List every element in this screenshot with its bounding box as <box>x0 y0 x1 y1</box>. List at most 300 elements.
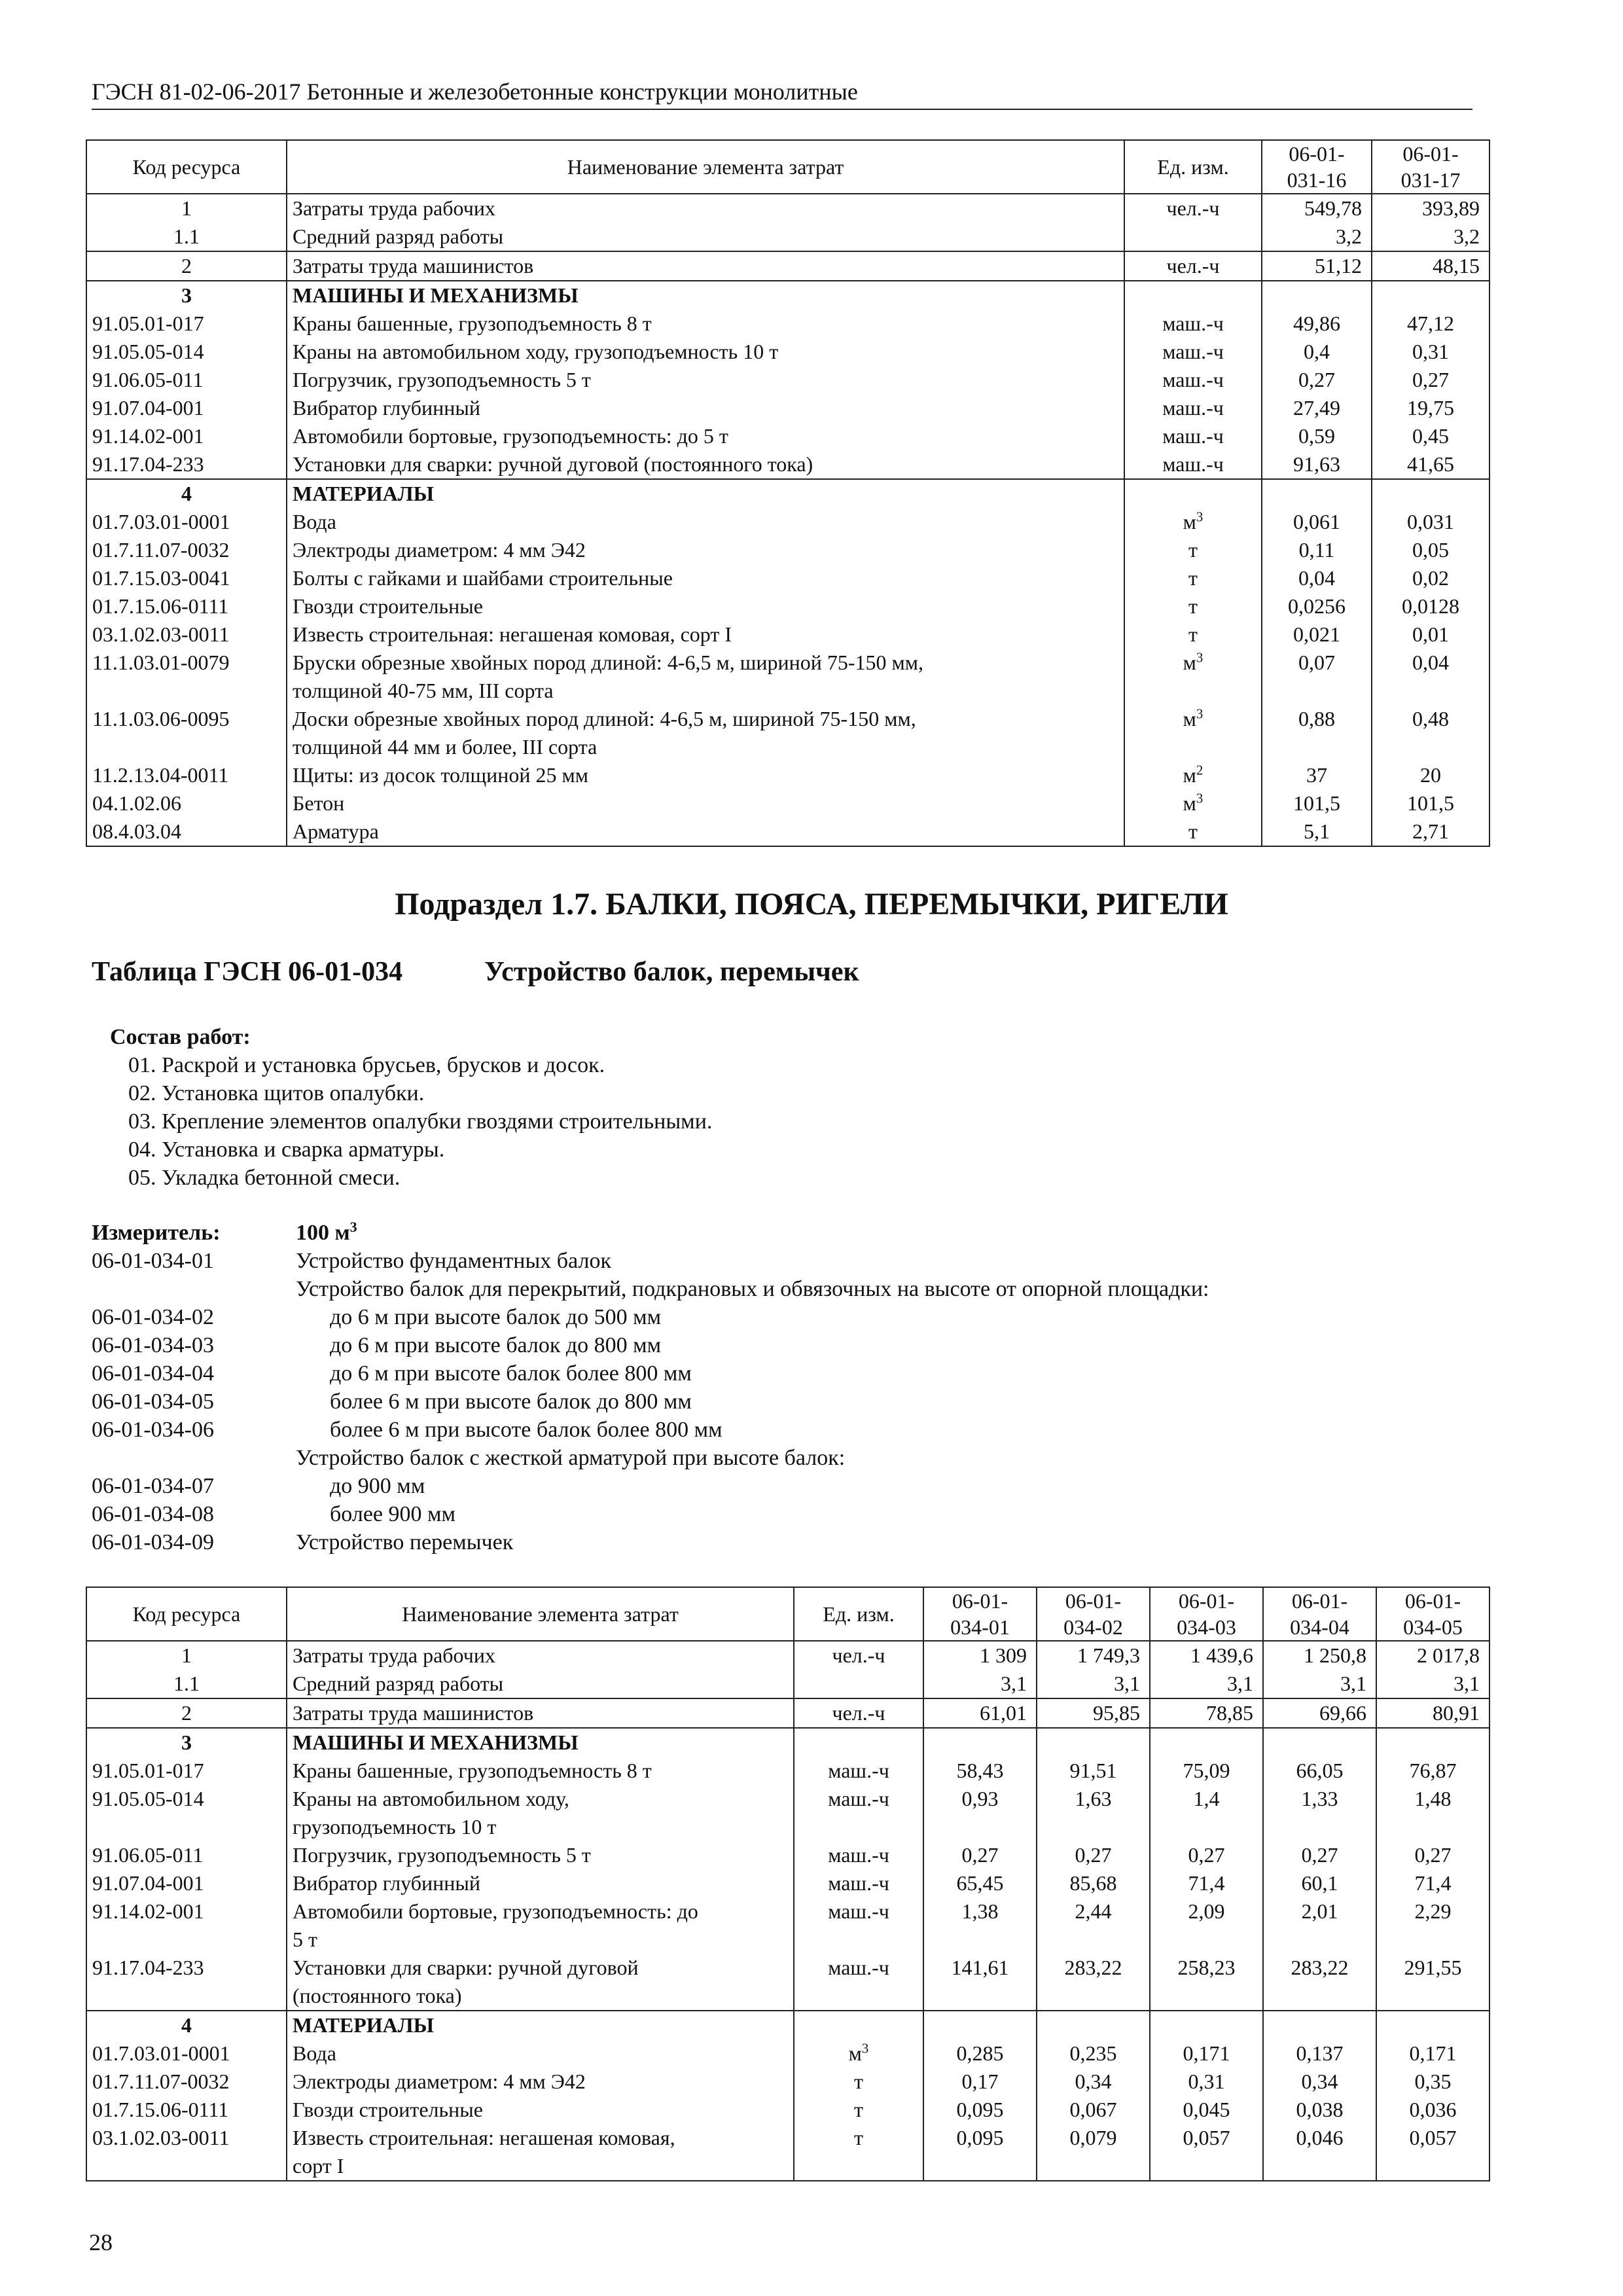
resource-code: 1 <box>86 1641 287 1670</box>
norm-value: 0,27 <box>1150 1841 1263 1869</box>
resource-code: 91.14.02-001 <box>86 422 287 450</box>
resource-code: 4 <box>86 2011 287 2039</box>
header-name: Наименование элемента затрат <box>287 1587 794 1641</box>
norm-value: 0,04 <box>1262 564 1372 592</box>
norm-value: 393,89 <box>1372 194 1489 223</box>
unit-text: маш.-ч <box>1162 452 1224 476</box>
norm-value: 1 309 <box>923 1641 1037 1670</box>
norm-value: 3,1 <box>923 1670 1037 1698</box>
resource-code: 01.7.11.07-0032 <box>86 2068 287 2096</box>
norm-value <box>1263 1728 1376 1757</box>
cost-element-name: Известь строительная: негашеная комовая, сорт I <box>287 620 1124 649</box>
norm-value <box>1376 1728 1489 1757</box>
norm-value: 0,036 <box>1376 2096 1489 2124</box>
table-row <box>86 508 1489 536</box>
resource-code: 11.1.03.06-0095 <box>86 705 287 761</box>
norm-value: 0,27 <box>1037 1841 1150 1869</box>
cost-element-name: Краны башенные, грузоподъемность 8 т <box>287 310 1124 338</box>
unit-text: маш.-ч <box>1162 424 1224 448</box>
unit-of-measure <box>1124 450 1262 479</box>
unit-text: т <box>1188 566 1198 590</box>
norm-value: 0,285 <box>923 2039 1037 2068</box>
unit-of-measure <box>1124 366 1262 394</box>
norm-value: 71,4 <box>1376 1869 1489 1897</box>
norm-value: 0,046 <box>1263 2124 1376 2181</box>
meter-value: 100 $м^3$ <box>296 1218 357 1245</box>
unit-text: маш.-ч <box>828 1899 889 1923</box>
norm-value: 48,15 <box>1372 251 1489 281</box>
meter-code-list <box>92 1247 1531 1556</box>
unit-text: т <box>1188 594 1198 618</box>
norm-value: 0,171 <box>1376 2039 1489 2068</box>
table-row <box>86 1785 1489 1841</box>
norm-value: 27,49 <box>1262 394 1372 422</box>
table-row <box>86 2039 1489 2068</box>
norm-value: 0,235 <box>1037 2039 1150 2068</box>
resource-table-034-header <box>86 1587 1489 1641</box>
cost-element-name: Краны на автомобильном ходу, грузоподъемность 10 т <box>287 1785 794 1841</box>
cost-element-name: Болты с гайками и шайбами строительные <box>287 564 1124 592</box>
resource-code: 01.7.03.01-0001 <box>86 508 287 536</box>
unit-text: т <box>854 2098 863 2121</box>
table-row <box>86 536 1489 564</box>
unit-of-measure <box>1124 479 1262 508</box>
header-norm-code: 06-01- 034-02 <box>1037 1587 1150 1641</box>
unit-of-measure <box>794 2039 923 2068</box>
resource-table-031-header <box>86 140 1489 194</box>
unit-of-measure <box>794 2068 923 2096</box>
norm-value: 61,01 <box>923 1698 1037 1728</box>
norm-value: 47,12 <box>1372 310 1489 338</box>
resource-code: 03.1.02.03-0011 <box>86 620 287 649</box>
table-row <box>86 1641 1489 1670</box>
table-row <box>86 761 1489 789</box>
norm-value: 0,095 <box>923 2096 1037 2124</box>
resource-table-034-body <box>86 1641 1489 2181</box>
unit-text: маш.-ч <box>828 1843 889 1867</box>
norm-description: до 6 м при высоте балок до 500 мм <box>330 1305 662 1329</box>
unit-of-measure <box>1124 705 1262 761</box>
table-row <box>86 394 1489 422</box>
table-row <box>86 789 1489 817</box>
resource-code: 1 <box>86 194 287 223</box>
table-row <box>86 422 1489 450</box>
works-item: 02. Установка щитов опалубки. <box>128 1081 425 1105</box>
unit-of-measure <box>1124 620 1262 649</box>
norm-value <box>1372 281 1489 310</box>
norm-code: 06-01-034-04 <box>92 1361 214 1386</box>
table-row <box>86 1897 1489 1954</box>
norm-value: 3,1 <box>1263 1670 1376 1698</box>
cost-element-name: Бруски обрезные хвойных пород длиной: 4-6,5 м, шириной 75-150 мм, толщиной 40-75 мм, III сорта <box>287 649 1124 705</box>
meter-code-row <box>92 1388 1531 1416</box>
norm-value: 3,2 <box>1372 223 1489 251</box>
unit-exponent: 3 <box>1196 706 1204 722</box>
cost-element-name: Установки для сварки: ручной дуговой (постоянного тока) <box>287 450 1124 479</box>
unit-text: маш.-ч <box>1162 368 1224 391</box>
unit-of-measure <box>1124 564 1262 592</box>
resource-code: 91.05.05-014 <box>86 338 287 366</box>
unit-of-measure <box>1124 394 1262 422</box>
unit-text: маш.-ч <box>828 1787 889 1810</box>
norm-code: 06-01-034-03 <box>92 1333 214 1357</box>
norm-value: 0,067 <box>1037 2096 1150 2124</box>
header-unit: Ед. изм. <box>1124 140 1262 194</box>
meter-code-row <box>92 1359 1531 1388</box>
header-norm-code: 06-01- 034-03 <box>1150 1587 1263 1641</box>
unit-text: м <box>848 2041 862 2065</box>
norm-value: 19,75 <box>1372 394 1489 422</box>
table-row <box>86 281 1489 310</box>
unit-of-measure <box>794 1698 923 1728</box>
norm-value: 0,05 <box>1372 536 1489 564</box>
norm-value: 1,38 <box>923 1897 1037 1954</box>
unit-text: м <box>1183 510 1196 533</box>
unit-text: м <box>1183 763 1196 787</box>
norm-value: 0,59 <box>1262 422 1372 450</box>
norm-value: 37 <box>1262 761 1372 789</box>
norm-value <box>1150 2011 1263 2039</box>
norm-description: до 6 м при высоте балок более 800 мм <box>330 1361 692 1386</box>
norm-value <box>923 1728 1037 1757</box>
norm-value: 58,43 <box>923 1757 1037 1785</box>
resource-table-031 <box>86 139 1490 847</box>
cost-element-name: Затраты труда рабочих <box>287 1641 794 1670</box>
table-title: Устройство балок, перемычек <box>484 957 859 987</box>
works-item: 05. Укладка бетонной смеси. <box>128 1166 401 1190</box>
norm-value: 2 017,8 <box>1376 1641 1489 1670</box>
norm-value: 0,27 <box>1376 1841 1489 1869</box>
resource-code: 2 <box>86 1698 287 1728</box>
unit-of-measure <box>1124 508 1262 536</box>
works-item: 03. Крепление элементов опалубки гвоздями строительными. <box>128 1109 713 1134</box>
unit-text: чел.-ч <box>832 1701 885 1725</box>
table-row <box>86 223 1489 251</box>
table-row <box>86 1954 1489 2011</box>
unit-of-measure <box>1124 338 1262 366</box>
norm-value: 0,057 <box>1376 2124 1489 2181</box>
unit-of-measure <box>794 2124 923 2181</box>
cost-element-name: МАШИНЫ И МЕХАНИЗМЫ <box>287 281 1124 310</box>
resource-code: 01.7.15.06-0111 <box>86 2096 287 2124</box>
table-row <box>86 2124 1489 2181</box>
meter-code-row <box>92 1416 1531 1444</box>
norm-value: 0,07 <box>1262 649 1372 705</box>
resource-code: 01.7.11.07-0032 <box>86 536 287 564</box>
meter-block <box>92 1219 1531 1556</box>
norm-value: 0,0128 <box>1372 592 1489 620</box>
unit-text: маш.-ч <box>828 1871 889 1895</box>
unit-of-measure <box>794 1728 923 1757</box>
norm-value <box>1150 1728 1263 1757</box>
table-row <box>86 649 1489 705</box>
table-row <box>86 479 1489 508</box>
table-row <box>86 1869 1489 1897</box>
meter-label: Измеритель: <box>92 1221 221 1245</box>
cost-element-name: Вибратор глубинный <box>287 394 1124 422</box>
norm-value: 0,11 <box>1262 536 1372 564</box>
norm-description: Устройство балок с жесткой арматурой при высоте балок: <box>296 1446 846 1470</box>
norm-value: 80,91 <box>1376 1698 1489 1728</box>
norm-value: 0,021 <box>1262 620 1372 649</box>
cost-element-name: Автомобили бортовые, грузоподъемность: до 5 т <box>287 422 1124 450</box>
norm-value: 69,66 <box>1263 1698 1376 1728</box>
unit-text: т <box>1188 819 1198 843</box>
table-row <box>86 620 1489 649</box>
unit-text: маш.-ч <box>1162 312 1224 335</box>
header-row <box>86 140 1489 194</box>
norm-value: 1,63 <box>1037 1785 1150 1841</box>
unit-text: маш.-ч <box>1162 396 1224 420</box>
unit-of-measure <box>1124 194 1262 223</box>
norm-value: 78,85 <box>1150 1698 1263 1728</box>
cost-element-name: Гвозди строительные <box>287 592 1124 620</box>
norm-value <box>923 2011 1037 2039</box>
resource-code: 1.1 <box>86 223 287 251</box>
norm-value: 0,34 <box>1263 2068 1376 2096</box>
norm-value <box>1263 2011 1376 2039</box>
norm-value: 283,22 <box>1263 1954 1376 2011</box>
resource-code: 01.7.03.01-0001 <box>86 2039 287 2068</box>
cost-element-name: Установки для сварки: ручной дуговой (постоянного тока) <box>287 1954 794 2011</box>
cost-element-name: Средний разряд работы <box>287 223 1124 251</box>
norm-value: 0,31 <box>1150 2068 1263 2096</box>
resource-code: 91.05.01-017 <box>86 1757 287 1785</box>
meter-code-row <box>92 1472 1531 1500</box>
resource-code: 04.1.02.06 <box>86 789 287 817</box>
header-row <box>86 1587 1489 1641</box>
norm-value: 0,095 <box>923 2124 1037 2181</box>
norm-value: 65,45 <box>923 1869 1037 1897</box>
table-row <box>86 592 1489 620</box>
norm-value: 0,27 <box>1262 366 1372 394</box>
norm-code: 06-01-034-05 <box>92 1390 214 1414</box>
norm-value: 141,61 <box>923 1954 1037 2011</box>
cost-element-name: Электроды диаметром: 4 мм Э42 <box>287 536 1124 564</box>
resource-code: 3 <box>86 281 287 310</box>
norm-value: 258,23 <box>1150 1954 1263 2011</box>
unit-text: чел.-ч <box>1166 254 1220 278</box>
meter-code-row <box>92 1528 1531 1556</box>
norm-value: 0,45 <box>1372 422 1489 450</box>
norm-value: 3,1 <box>1376 1670 1489 1698</box>
unit-of-measure <box>794 1757 923 1785</box>
resource-code: 11.1.03.01-0079 <box>86 649 287 705</box>
resource-code: 91.14.02-001 <box>86 1897 287 1954</box>
norm-value: 0,137 <box>1263 2039 1376 2068</box>
cost-element-name: Известь строительная: негашеная комовая, сорт I <box>287 2124 794 2181</box>
resource-code: 91.17.04-233 <box>86 1954 287 2011</box>
unit-text: чел.-ч <box>1166 196 1220 220</box>
norm-value: 0,34 <box>1037 2068 1150 2096</box>
resource-code: 91.05.05-014 <box>86 1785 287 1841</box>
table-row <box>86 450 1489 479</box>
unit-of-measure <box>794 1841 923 1869</box>
table-row <box>86 817 1489 846</box>
norm-value: 0,038 <box>1263 2096 1376 2124</box>
norm-value: 0,17 <box>923 2068 1037 2096</box>
cost-element-name: Затраты труда машинистов <box>287 251 1124 281</box>
meter-code-row <box>92 1303 1531 1331</box>
norm-code <box>92 1275 296 1303</box>
norm-value: 0,35 <box>1376 2068 1489 2096</box>
norm-code: 06-01-034-07 <box>92 1474 214 1498</box>
unit-of-measure <box>794 1869 923 1897</box>
norm-value: 0,045 <box>1150 2096 1263 2124</box>
norm-value: 0,88 <box>1262 705 1372 761</box>
norm-value: 0,4 <box>1262 338 1372 366</box>
header-code: Код ресурса <box>86 1587 287 1641</box>
norm-value: 66,05 <box>1263 1757 1376 1785</box>
header-norm-code: 06-01- 034-04 <box>1263 1587 1376 1641</box>
resource-code: 11.2.13.04-0011 <box>86 761 287 789</box>
cost-element-name: Краны на автомобильном ходу, грузоподъемность 10 т <box>287 338 1124 366</box>
unit-text: т <box>854 2070 863 2093</box>
unit-text: т <box>1188 622 1198 646</box>
norm-value: 0,01 <box>1372 620 1489 649</box>
unit-exponent: 3 <box>1196 650 1204 666</box>
unit-of-measure <box>1124 536 1262 564</box>
norm-code: 06-01-034-02 <box>92 1305 214 1329</box>
header-code: Код ресурса <box>86 140 287 194</box>
unit-of-measure <box>1124 592 1262 620</box>
cost-element-name: Погрузчик, грузоподъемность 5 т <box>287 1841 794 1869</box>
unit-of-measure <box>794 1641 923 1670</box>
table-row <box>86 251 1489 281</box>
header-name: Наименование элемента затрат <box>287 140 1124 194</box>
resource-table-034 <box>86 1587 1490 2181</box>
norm-value: 0,079 <box>1037 2124 1150 2181</box>
resource-table-031-body <box>86 194 1489 846</box>
unit-exponent: 2 <box>1196 762 1204 778</box>
running-header: ГЭСН 81-02-06-2017 Бетонные и железобетонные конструкции монолитные <box>92 77 1472 110</box>
table-row <box>86 338 1489 366</box>
header-norm-code: 06-01- 034-05 <box>1376 1587 1489 1641</box>
norm-value: 1 439,6 <box>1150 1641 1263 1670</box>
norm-value: 2,71 <box>1372 817 1489 846</box>
norm-value: 1 749,3 <box>1037 1641 1150 1670</box>
table-heading <box>92 954 859 990</box>
unit-of-measure <box>1124 310 1262 338</box>
resource-code: 91.06.05-011 <box>86 366 287 394</box>
norm-value: 49,86 <box>1262 310 1372 338</box>
norm-description: более 900 мм <box>330 1502 456 1526</box>
norm-value: 2,29 <box>1376 1897 1489 1954</box>
norm-value: 0,057 <box>1150 2124 1263 2181</box>
table-row <box>86 310 1489 338</box>
unit-of-measure <box>794 1670 923 1698</box>
table-row <box>86 1757 1489 1785</box>
norm-value <box>1262 479 1372 508</box>
norm-description: до 900 мм <box>330 1474 425 1498</box>
cost-element-name: Краны башенные, грузоподъемность 8 т <box>287 1757 794 1785</box>
unit-of-measure <box>794 1785 923 1841</box>
norm-value: 0,031 <box>1372 508 1489 536</box>
norm-value: 1,33 <box>1263 1785 1376 1841</box>
norm-value: 549,78 <box>1262 194 1372 223</box>
works-composition <box>110 1023 712 1192</box>
norm-value: 71,4 <box>1150 1869 1263 1897</box>
table-row <box>86 1841 1489 1869</box>
cost-element-name: Погрузчик, грузоподъемность 5 т <box>287 366 1124 394</box>
norm-description: до 6 м при высоте балок до 800 мм <box>330 1333 662 1357</box>
unit-of-measure <box>794 2011 923 2039</box>
unit-text: т <box>854 2126 863 2149</box>
norm-value: 41,65 <box>1372 450 1489 479</box>
unit-text: маш.-ч <box>828 1956 889 1979</box>
cost-element-name: Вибратор глубинный <box>287 1869 794 1897</box>
norm-value: 1,48 <box>1376 1785 1489 1841</box>
unit-text: м <box>1183 707 1196 730</box>
table-row <box>86 564 1489 592</box>
unit-text: чел.-ч <box>832 1643 885 1667</box>
header-norm-code: 06-01- 031-17 <box>1372 140 1489 194</box>
table-row <box>86 1670 1489 1698</box>
subsection-title: Подраздел 1.7. БАЛКИ, ПОЯСА, ПЕРЕМЫЧКИ, РИГЕЛИ <box>395 887 1228 922</box>
norm-value: 2,44 <box>1037 1897 1150 1954</box>
page-number: 28 <box>89 2229 113 2255</box>
norm-value: 0,04 <box>1372 649 1489 705</box>
norm-value: 0,27 <box>1263 1841 1376 1869</box>
resource-code: 3 <box>86 1728 287 1757</box>
norm-value: 0,02 <box>1372 564 1489 592</box>
unit-exponent: 3 <box>1196 509 1204 525</box>
norm-value: 91,51 <box>1037 1757 1150 1785</box>
resource-code: 4 <box>86 479 287 508</box>
norm-description: более 6 м при высоте балок до 800 мм <box>330 1390 692 1414</box>
norm-value <box>1262 281 1372 310</box>
meter-code-row <box>92 1247 1531 1275</box>
norm-value: 60,1 <box>1263 1869 1376 1897</box>
norm-value: 2,01 <box>1263 1897 1376 1954</box>
table-row <box>86 366 1489 394</box>
table-row <box>86 1698 1489 1728</box>
resource-code: 2 <box>86 251 287 281</box>
unit-text: м <box>1183 791 1196 815</box>
meter-code-row <box>92 1275 1531 1303</box>
resource-code: 08.4.03.04 <box>86 817 287 846</box>
resource-code: 01.7.15.03-0041 <box>86 564 287 592</box>
meter-code-row <box>92 1500 1531 1528</box>
works-list <box>110 1051 712 1192</box>
norm-description: более 6 м при высоте балок более 800 мм <box>330 1418 722 1442</box>
cost-element-name: МАТЕРИАЛЫ <box>287 2011 794 2039</box>
header-norm-code: 06-01- 034-01 <box>923 1587 1037 1641</box>
unit-text: маш.-ч <box>1162 340 1224 363</box>
table-row <box>86 1728 1489 1757</box>
unit-text: т <box>1188 538 1198 562</box>
unit-of-measure <box>1124 251 1262 281</box>
norm-value: 1,4 <box>1150 1785 1263 1841</box>
unit-exponent: 3 <box>861 2041 869 2056</box>
unit-of-measure <box>1124 761 1262 789</box>
meter-code-row <box>92 1331 1531 1359</box>
resource-code: 91.06.05-011 <box>86 1841 287 1869</box>
cost-element-name: Электроды диаметром: 4 мм Э42 <box>287 2068 794 2096</box>
cost-element-name: Арматура <box>287 817 1124 846</box>
norm-value: 0,31 <box>1372 338 1489 366</box>
norm-value <box>1376 2011 1489 2039</box>
unit-text: м <box>1183 651 1196 674</box>
norm-value: 101,5 <box>1372 789 1489 817</box>
norm-value: 1 250,8 <box>1263 1641 1376 1670</box>
norm-value: 95,85 <box>1037 1698 1150 1728</box>
norm-value: 0,171 <box>1150 2039 1263 2068</box>
norm-value: 291,55 <box>1376 1954 1489 2011</box>
norm-value: 3,2 <box>1262 223 1372 251</box>
cost-element-name: Гвозди строительные <box>287 2096 794 2124</box>
norm-value: 0,93 <box>923 1785 1037 1841</box>
